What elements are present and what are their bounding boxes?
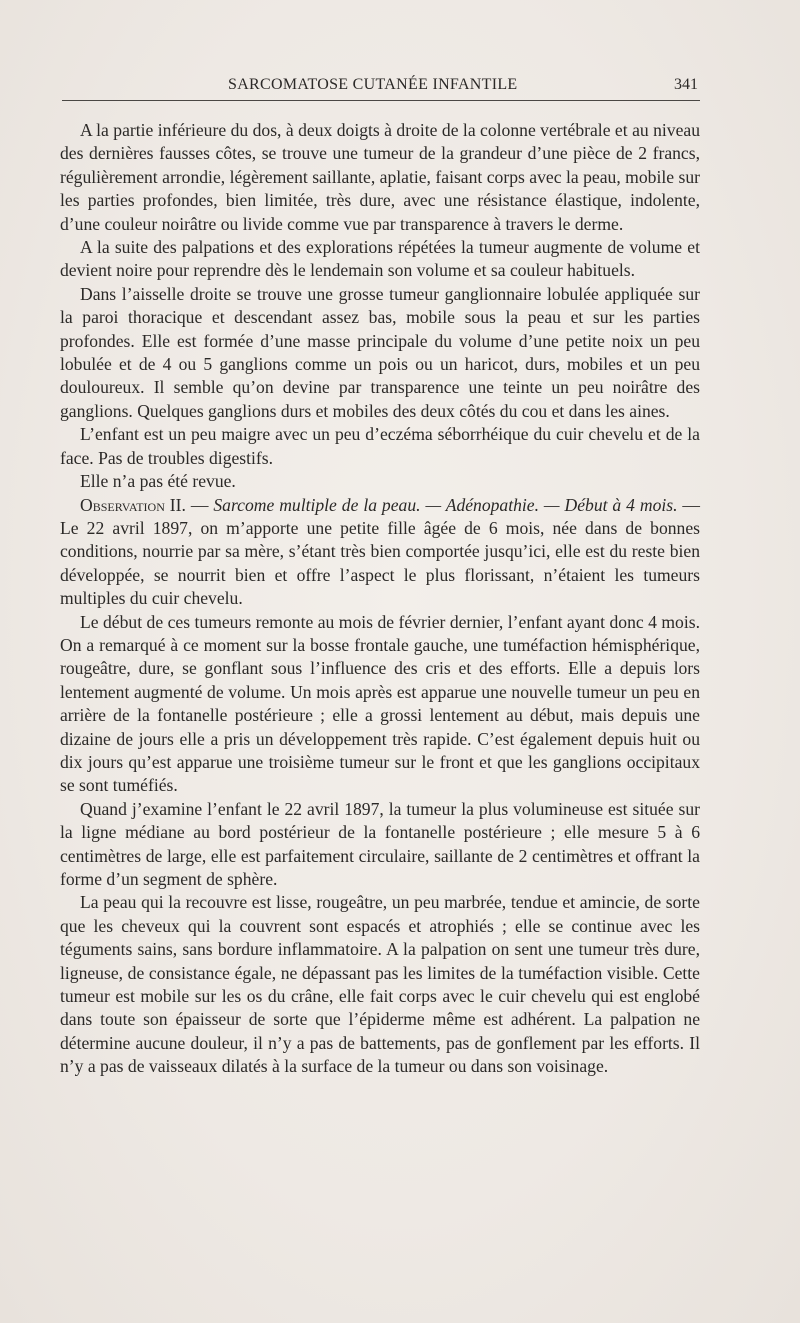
body-text [60,119,700,1079]
page-number: 341 [674,76,698,93]
paragraph: A la suite des palpations et des explorations répétées la tumeur augmente de volume et devient noire pour reprendre dès le lendemain son volume et sa couleur habituels. [60,237,700,281]
running-title: SARCOMATOSE CUTANÉE INFANTILE [228,76,518,93]
observation-separator: — [185,494,214,515]
paragraph: L’enfant est un peu maigre avec un peu d’eczéma séborrhéique du cuir chevelu et de la face. Pas de troubles digestifs. [60,424,700,468]
observation-text: Le 22 avril 1897, on m’apporte une petite fille âgée de 6 mois, née dans de bonnes conditions, nourrie par sa mère, s’étant très bien comportée jusqu’ici, elle est du reste bien développée, se nourrit bien et offre l’aspect le plus florissant, n’étaient les tumeurs multiples du cuir chevelu. [60,517,700,609]
observation-title: Sarcome multiple de la peau. — Adénopathie. — Début à 4 mois. [213,494,678,515]
header-rule [62,100,700,101]
paragraph: A la partie inférieure du dos, à deux doigts à droite de la colonne vertébrale et au niveau des dernières fausses côtes, se trouve une tumeur de la grandeur d’une pièce de 2 francs, régulièrement arrondie, légèrement saillante, aplatie, faisant corps avec la peau, mobile sur les parties profondes, bien limitée, très dure, avec une résistance élastique, indolente, d’une couleur noirâtre ou livide comme vue par transparence à travers le derme. [60,120,700,234]
paragraph: Dans l’aisselle droite se trouve une grosse tumeur ganglionnaire lobulée appliquée sur la paroi thoracique et descendant assez bas, mobile sous la peau et sur les parties profondes. Elle est formée d’une masse principale du volume d’une petite noix un peu lobulée et de 4 ou 5 ganglions comme un pois ou un haricot, durs, mobiles et un peu douloureux. Il semble qu’on devine par transparence une teinte un peu noirâtre des ganglions. Quelques ganglions durs et mobiles des deux côtés du cou et dans les aines. [60,283,700,421]
observation-separator: — [677,494,701,515]
paragraph: Le début de ces tumeurs remonte au mois de février dernier, l’enfant ayant donc 4 mois. On a remarqué à ce moment sur la bosse frontale gauche, une tuméfaction hémisphérique, rougeâtre, dure, se gonflant sous l’influence des cris et des efforts. Elle a depuis lors lentement augmenté de volume. Un mois après est apparue une nouvelle tumeur un peu en arrière de la fontanelle postérieure ; elle a grossi lentement au début, mais depuis une dizaine de jours elle a pris un développement très rapide. C’est également depuis huit ou dix jours qu’est apparue une troisième tumeur sur le front et que les ganglions occipitaux se sont tuméfiés. [60,611,700,796]
running-head [62,76,700,98]
paragraph: Quand j’examine l’enfant le 22 avril 1897, la tumeur la plus volumineuse est située sur la ligne médiane au bord postérieur de la fontanelle postérieure ; elle mesure 5 à 6 centimètres de large, elle est parfaitement circulaire, saillante de 2 centimètres et offrant la forme d’un segment de sphère. [60,798,700,889]
paragraph: La peau qui la recouvre est lisse, rougeâtre, un peu marbrée, tendue et amincie, de sorte que les cheveux qui la couvrent sont espacés et atrophiés ; elle se continue avec les téguments sains, sans bordure inflammatoire. A la palpation on sent une tumeur très dure, ligneuse, de consistance égale, ne dépassant pas les limites de la tuméfaction visible. Cette tumeur est mobile sur les os du crâne, elle fait corps avec le cuir chevelu qui est englobé dans toute son épaisseur de sorte que l’épiderme même est adhérent. La palpation ne détermine aucune douleur, il n’y a pas de battements, pas de gonflement par les efforts. Il n’y a pas de vaisseaux dilatés à la surface de la tumeur ou dans son voisinage. [60,892,700,1077]
observation-heading: Observation II. [80,494,186,515]
paragraph: Elle n’a pas été revue. [80,471,236,492]
observation-paragraph [60,494,700,611]
